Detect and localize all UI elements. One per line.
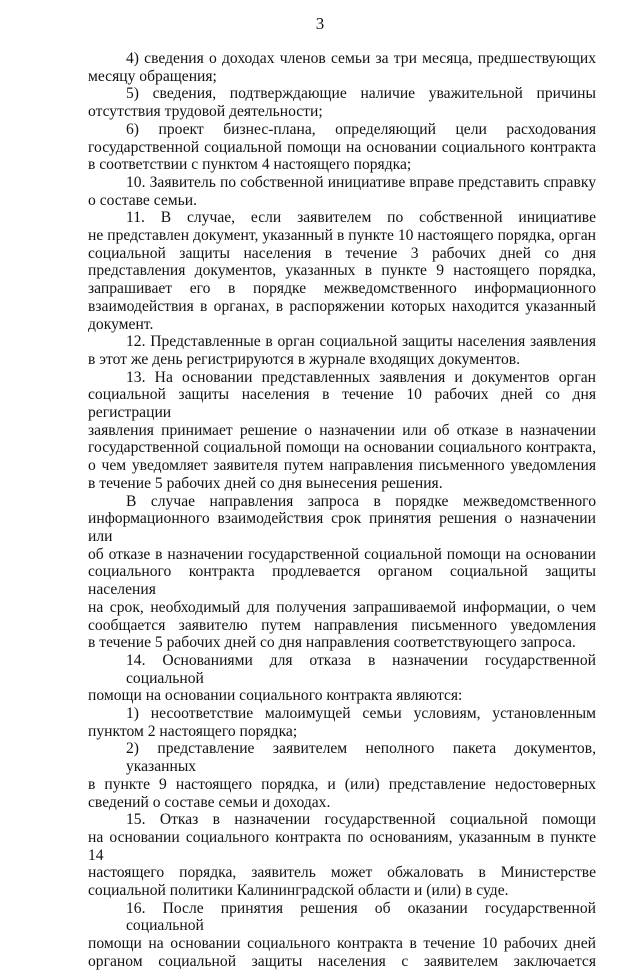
paragraph-line: на срок, необходимый для получения запрашиваемой информации, о чем [88, 598, 596, 616]
paragraph [88, 333, 596, 368]
paragraph [88, 900, 596, 971]
paragraph [88, 493, 596, 652]
paragraph [88, 209, 596, 333]
paragraph-line: об отказе в назначении государственной социальной помощи на основании [88, 545, 596, 563]
paragraph-line: в соответствии с пунктом 4 настоящего порядка; [88, 156, 412, 174]
paragraph-line: 13. На основании представленных заявления и документов орган [126, 368, 596, 386]
paragraph-line: социальной защиты населения в течение 3 рабочих дней со дня [88, 244, 596, 262]
paragraph-line: представления документов, указанных в пункте 9 настоящего порядка, [88, 262, 596, 280]
paragraph-line: 1) несоответствие малоимущей семьи условиям, установленным [126, 705, 596, 723]
paragraph [88, 85, 596, 120]
paragraph-line: настоящего порядка, заявитель может обжаловать в Министерстве [88, 864, 596, 882]
paragraph-line: заявления принимает решение о назначении или об отказе в назначении [88, 421, 596, 439]
paragraph-line: социальной политики Калининградской области и (или) в суде. [88, 882, 509, 900]
paragraph-line: 14. Основаниями для отказа в назначении государственной социальной [126, 651, 596, 687]
paragraph [88, 652, 596, 705]
paragraph [88, 369, 596, 493]
paragraph-line: 6) проект бизнес-плана, определяющий цели расходования [126, 120, 596, 138]
paragraph-line: о чем уведомляет заявителя путем направления письменного уведомления [88, 457, 596, 475]
paragraph-line: отсутствия трудовой деятельности; [88, 103, 323, 121]
paragraph-line: сообщается заявителю путем направления письменного уведомления [88, 616, 596, 634]
page-number: 3 [315, 14, 325, 33]
paragraph-line: 16. После принятия решения об оказании государственной социальной [126, 899, 596, 935]
paragraph [88, 174, 596, 209]
document-body [88, 50, 596, 971]
paragraph-line: в течение 5 рабочих дней со дня направления соответствующего запроса. [88, 634, 576, 652]
paragraph [88, 121, 596, 174]
paragraph-line: 11. В случае, если заявителем по собственной инициативе [126, 209, 596, 227]
paragraph-line: в пункте 9 настоящего порядка, и (или) представление недостоверных [88, 775, 596, 793]
paragraph-line: о составе семьи. [88, 191, 197, 209]
paragraph-line: государственной социальной помощи на основании социального контракта [88, 138, 596, 156]
paragraph-line: 4) сведения о доходах членов семьи за три месяца, предшествующих [126, 50, 596, 67]
paragraph-line: 5) сведения, подтверждающие наличие уважительной причины [126, 85, 596, 103]
paragraph-line: государственной социальной помощи на основании социального контракта, [88, 439, 596, 457]
paragraph-line: социального контракта продлевается органом социальной защиты населения [88, 563, 596, 599]
paragraph-line: информационного взаимодействия срок принятия решения о назначении или [88, 510, 596, 545]
paragraph-line: 12. Представленные в орган социальной защиты населения заявления [126, 333, 596, 351]
paragraph-line: 2) представление заявителем неполного пакета документов, указанных [126, 740, 596, 776]
paragraph [88, 811, 596, 900]
paragraph-line: запрашивает его в порядке межведомственного информационного [88, 280, 596, 298]
paragraph-line: В случае направления запроса в порядке межведомственного [126, 492, 596, 510]
paragraph-line: 10. Заявитель по собственной инициативе вправе представить справку [126, 173, 596, 191]
paragraph-line: в течение 5 рабочих дней со дня вынесения решения. [88, 474, 443, 492]
paragraph-line: помощи на основании социального контракта в течение 10 рабочих дней [88, 935, 596, 953]
paragraph-line: в этот же день регистрируются в журнале входящих документов. [88, 350, 521, 368]
paragraph-line: месяцу обращения; [88, 67, 217, 85]
paragraph-line: документ. [88, 315, 154, 333]
paragraph-line: органом социальной защиты населения с заявителем заключается [88, 952, 596, 970]
paragraph-line: сведений о составе семьи и доходах. [88, 793, 331, 811]
paragraph [88, 740, 596, 811]
paragraph [88, 50, 596, 85]
paragraph-line: помощи на основании социального контракта являются: [88, 687, 463, 705]
paragraph-line: взаимодействия в органах, в распоряжении которых находится указанный [88, 297, 596, 315]
paragraph [88, 705, 596, 740]
paragraph-line: не представлен документ, указанный в пункте 10 настоящего порядка, орган [88, 227, 596, 245]
paragraph-line: 15. Отказ в назначении государственной социальной помощи [126, 811, 596, 829]
paragraph-line: на основании социального контракта по основаниям, указанным в пункте 14 [88, 828, 596, 864]
paragraph-line: социальной защиты населения в течение 10 рабочих дней со дня регистрации [88, 386, 596, 422]
paragraph-line: пунктом 2 настоящего порядка; [88, 722, 298, 740]
